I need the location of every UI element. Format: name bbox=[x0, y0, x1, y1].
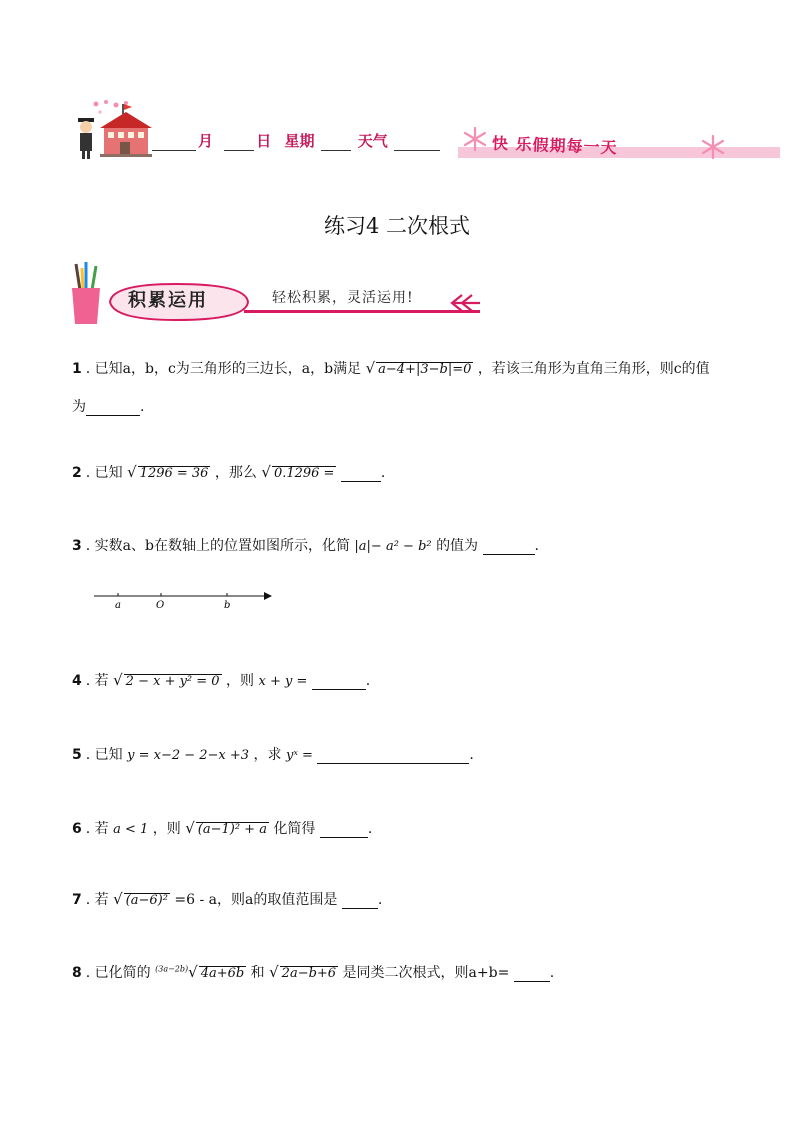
question-2: 2 . 已知 √ 1296 = 36 ，那么 √ 0.1296 = . bbox=[72, 463, 386, 481]
question-4: 4 . 若 √ 2 − x + y² = 0 ，则 x + y = . bbox=[72, 671, 371, 689]
label-a: a bbox=[115, 600, 121, 611]
question-number: 4 bbox=[72, 673, 82, 689]
page-header bbox=[60, 100, 782, 170]
question-text: 已化简的 bbox=[94, 965, 151, 981]
question-number: 6 bbox=[72, 821, 82, 837]
section-underline bbox=[244, 310, 480, 313]
question-text: =6 - a，则a的取值范围是 bbox=[174, 892, 338, 908]
math-expression: 4a+6b bbox=[200, 966, 245, 981]
question-1: 1 . 已知a，b，c为三角形的三边长，a，b满足 √ a−4+|3−b|=0 ，若该三角形为直角三角形，则c的值 bbox=[72, 359, 710, 377]
school-graduate-icon bbox=[70, 100, 160, 162]
math-expression: |a|− a² − b² bbox=[354, 539, 432, 554]
period: . bbox=[469, 747, 474, 763]
question-1-line2 bbox=[72, 396, 144, 416]
page-title: 练习4 二次根式 bbox=[323, 214, 471, 238]
month-label: 月 bbox=[198, 132, 214, 150]
question-text: ，则 bbox=[226, 673, 255, 689]
question-text: ，则 bbox=[152, 821, 181, 837]
math-expression: y = x−2 − 2−x +3 bbox=[127, 748, 250, 763]
question-text: 化简得 bbox=[273, 821, 316, 837]
slogan: 快 乐假期每一天 bbox=[491, 133, 618, 158]
arrow-icon bbox=[264, 592, 272, 600]
question-number: 5 bbox=[72, 747, 82, 763]
question-number: 8 bbox=[72, 965, 82, 981]
period: . bbox=[140, 399, 145, 415]
question-text: ，若该三角形为直角三角形，则c的值 bbox=[477, 361, 710, 377]
question-text: 实数a、b在数轴上的位置如图所示，化简 bbox=[94, 538, 350, 554]
question-text: 已知a，b，c为三角形的三边长，a，b满足 bbox=[94, 361, 362, 377]
answer-blank[interactable] bbox=[514, 967, 550, 982]
weather-label: 天气 bbox=[357, 132, 388, 150]
question-text: ，那么 bbox=[214, 465, 257, 481]
question-text: 已知 bbox=[94, 465, 123, 481]
math-expression: 1296 = 36 bbox=[139, 466, 209, 481]
question-text: 若 bbox=[94, 821, 109, 837]
period: . bbox=[377, 892, 383, 908]
question-text: ，求 bbox=[253, 747, 282, 763]
period: . bbox=[534, 538, 539, 554]
double-arrow-icon bbox=[448, 292, 482, 314]
math-expression: a < 1 bbox=[113, 822, 149, 837]
question-number: 7 bbox=[72, 892, 82, 908]
question-text: 若 bbox=[94, 673, 109, 689]
question-8: 8 . 已化简的 $^{(3a-2b)}$√ 4a+6b 和 √ 2a−b+6 是同类二次根式，则a+b= . bbox=[72, 963, 555, 981]
math-expression: 2a−b+6 bbox=[281, 966, 337, 981]
section-label: 积累运用 bbox=[128, 290, 208, 311]
question-5: 5 . 已知 y = x−2 − 2−x +3 ，求 yˣ = . bbox=[72, 747, 474, 763]
date-fields bbox=[152, 130, 440, 151]
answer-blank[interactable] bbox=[317, 749, 469, 764]
question-3: 3 . 实数a、b在数轴上的位置如图所示，化简 |a|− a² − b² 的值为 . bbox=[72, 538, 539, 554]
number-line bbox=[94, 586, 274, 616]
question-text: 的值为 bbox=[436, 538, 479, 554]
answer-blank[interactable] bbox=[86, 401, 140, 416]
math-expression: 2 − x + y² = 0 bbox=[125, 674, 220, 689]
question-number: 1 bbox=[72, 361, 82, 377]
period: . bbox=[549, 965, 555, 981]
answer-blank[interactable] bbox=[312, 675, 366, 690]
weekday-label: 星期 bbox=[284, 132, 315, 150]
day-label: 日 bbox=[256, 132, 272, 150]
question-number: 3 bbox=[72, 538, 82, 554]
question-number: 2 bbox=[72, 465, 82, 481]
section-subtitle: 轻松积累，灵活运用! bbox=[272, 290, 414, 306]
math-expression: (a−6)² bbox=[125, 893, 168, 908]
answer-blank[interactable] bbox=[342, 894, 378, 909]
label-b: b bbox=[224, 600, 231, 611]
snowflake-icon bbox=[462, 126, 488, 152]
question-text: 已知 bbox=[94, 747, 123, 763]
question-text: 为 bbox=[72, 399, 86, 415]
answer-blank[interactable] bbox=[320, 823, 368, 838]
label-origin: O bbox=[156, 600, 165, 611]
period: . bbox=[367, 821, 373, 837]
answer-blank[interactable] bbox=[341, 467, 381, 482]
question-text: 若 bbox=[94, 892, 109, 908]
answer-blank[interactable] bbox=[483, 540, 535, 555]
math-expression: 0.1296 = bbox=[273, 466, 335, 481]
question-text: 是同类二次根式，则a+b= bbox=[342, 965, 510, 981]
math-expression: (a−1)² + a bbox=[197, 822, 267, 837]
pencil-cup-icon bbox=[66, 260, 106, 326]
month-blank[interactable] bbox=[152, 136, 196, 151]
math-expression: a−4+|3−b|=0 bbox=[378, 362, 472, 377]
period: . bbox=[380, 465, 386, 481]
weekday-blank[interactable] bbox=[321, 136, 351, 151]
math-expression: x + y = bbox=[258, 674, 308, 689]
weather-blank[interactable] bbox=[394, 136, 440, 151]
day-blank[interactable] bbox=[224, 136, 254, 151]
question-6: 6 . 若 a < 1 ，则 √ (a−1)² + a 化简得 . bbox=[72, 819, 373, 837]
question-text: 和 bbox=[250, 965, 265, 981]
section-banner bbox=[66, 260, 486, 326]
question-7: 7 . 若 √ (a−6)² =6 - a，则a的取值范围是 . bbox=[72, 890, 383, 908]
period: . bbox=[365, 673, 371, 689]
snowflake-icon bbox=[700, 134, 726, 160]
math-expression: yˣ = bbox=[285, 748, 313, 763]
